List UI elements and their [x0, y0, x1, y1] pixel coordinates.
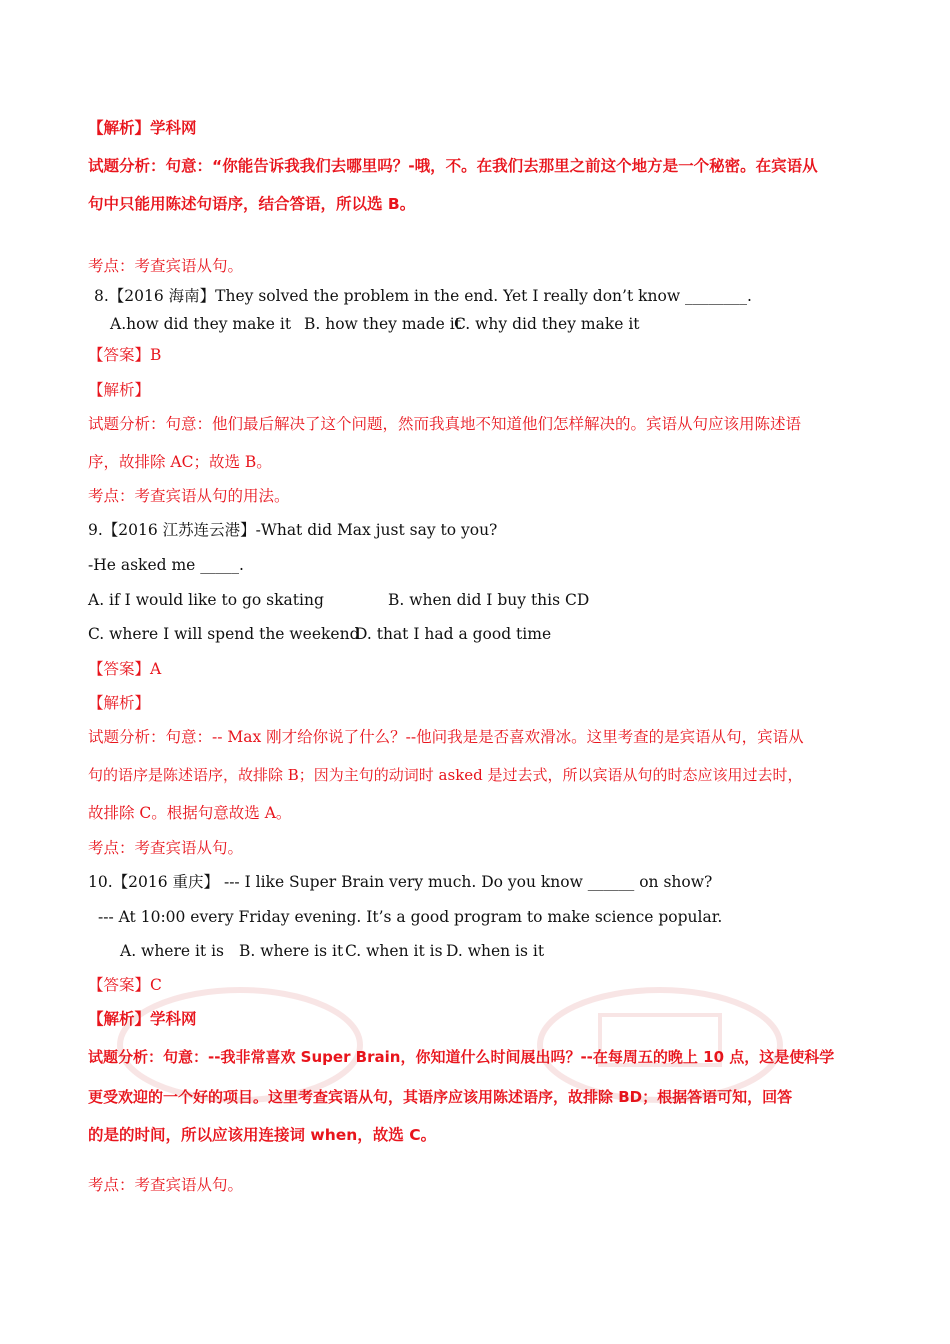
answer-label: 【答案】B: [88, 346, 162, 364]
question-9-stem: 9.【2016 江苏连云港】-What did Max just say to you?: [88, 521, 498, 539]
question-9-options-row-2: [88, 624, 551, 644]
option-a: A.how did they make it: [110, 315, 292, 333]
option-c: C. why did they make it: [454, 315, 640, 333]
analysis-label: 【解析】学科网: [88, 1010, 197, 1028]
analysis-label: 【解析】学科网: [88, 119, 197, 137]
option-a: A. if I would like to go skating: [88, 591, 324, 609]
question-10-options: [120, 941, 544, 961]
knowledge-point: 考点：考查宾语从句。: [88, 1176, 244, 1194]
question-8-stem: 8.【2016 海南】They solved the problem in the end. Yet I really don’t know ________.: [94, 287, 752, 305]
option-b: B. where is it: [239, 942, 344, 960]
knowledge-point: 考点：考查宾语从句。: [88, 257, 244, 275]
analysis-text: 试题分析：句意：“你能告诉我我们去哪里吗？-哦，不。在我们去那里之前这个地方是一个秘密。在宾语从: [88, 157, 818, 175]
analysis-text: 故排除 C。根据句意故选 A。: [88, 804, 292, 822]
option-d: D. that I had a good time: [355, 625, 552, 643]
analysis-label: 【解析】: [88, 694, 151, 712]
analysis-text: 试题分析：句意：--我非常喜欢 Super Brain，你知道什么时间展出吗？--在每周五的晚上 10 点，这是使科学: [88, 1048, 835, 1066]
question-10-stem: 10.【2016 重庆】 --- I like Super Brain very much. Do you know ______ on show?: [88, 873, 713, 891]
analysis-text: 更受欢迎的一个好的项目。这里考查宾语从句，其语序应该用陈述语序，故排除 BD；根据答语可知，回答: [88, 1088, 793, 1106]
question-9-stem-2: -He asked me _____.: [88, 556, 244, 574]
analysis-text: 序，故排除 AC；故选 B。: [88, 453, 272, 471]
option-c: C. when it is: [345, 942, 443, 960]
analysis-text: 试题分析：句意：-- Max 刚才给你说了什么？--他问我是是否喜欢滑冰。这里考查的是宾语从句，宾语从: [88, 728, 804, 746]
question-9-options-row-1: [88, 590, 589, 610]
analysis-text: 的是的时间，所以应该用连接词 when，故选 C。: [88, 1126, 437, 1144]
option-c: C. where I will spend the weekend: [88, 625, 360, 643]
question-8-options: [110, 314, 640, 334]
knowledge-point: 考点：考查宾语从句。: [88, 839, 244, 857]
analysis-text: 句的语序是陈述语序，故排除 B；因为主句的动词时 asked 是过去式，所以宾语从句的时态应该用过去时，: [88, 766, 803, 784]
option-d: D. when is it: [446, 942, 545, 960]
option-b: B. how they made it: [304, 315, 461, 333]
knowledge-point: 考点：考查宾语从句的用法。: [88, 487, 290, 505]
question-10-stem-2: --- At 10:00 every Friday evening. It’s a good program to make science popular.: [98, 908, 723, 926]
analysis-text: 试题分析：句意：他们最后解决了这个问题，然而我真地不知道他们怎样解决的。宾语从句应该用陈述语: [88, 415, 802, 433]
answer-label: 【答案】C: [88, 976, 162, 994]
answer-label: 【答案】A: [88, 660, 162, 678]
option-a: A. where it is: [120, 942, 225, 960]
analysis-text: 句中只能用陈述句语序，结合答语，所以选 B。: [88, 195, 416, 213]
option-b: B. when did I buy this CD: [388, 591, 590, 609]
analysis-label: 【解析】: [88, 381, 151, 399]
